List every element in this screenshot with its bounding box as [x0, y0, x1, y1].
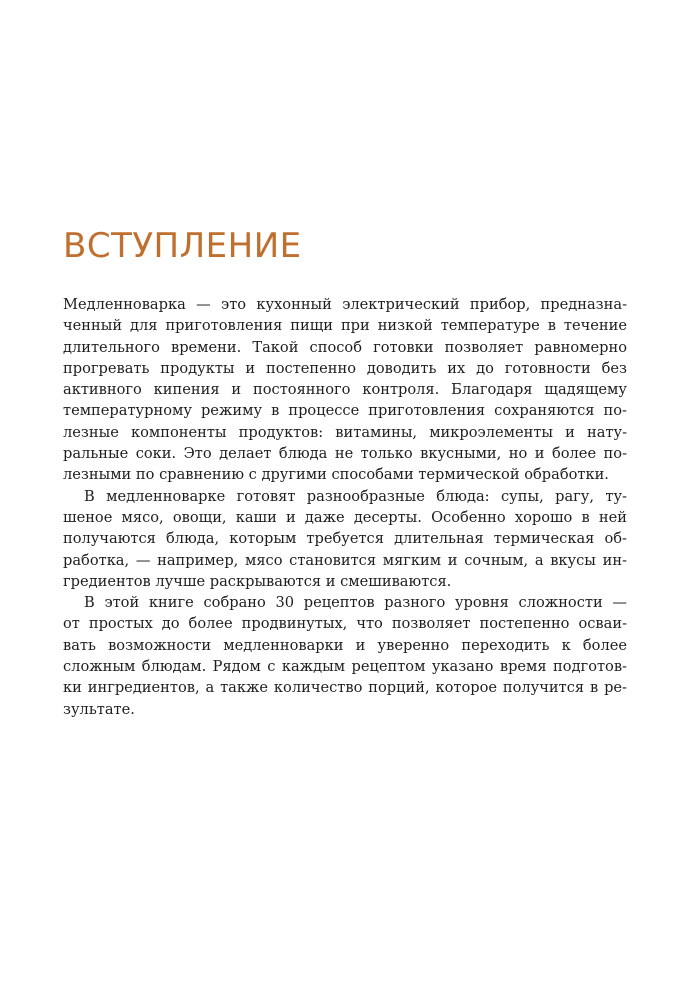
text-line: сложным блюдам. Рядом с каждым рецептом указано время подготов-: [63, 658, 627, 676]
text-line: шеное мясо, овощи, каши и даже десерты. Особенно хорошо в ней: [63, 508, 627, 526]
text-line: ральные соки. Это делает блюда не только вкусными, но и более по-: [63, 445, 627, 463]
text-line: лезными по сравнению с другими способами термической обработки.: [63, 466, 609, 484]
chapter-heading: ВСТУПЛЕНИЕ: [63, 226, 302, 266]
text-line: получаются блюда, которым требуется длительная термическая об-: [63, 530, 627, 548]
text-line: активного кипения и постоянного контроля. Благодаря щадящему: [63, 381, 627, 399]
text-line: лезные компоненты продуктов: витамины, микроэлементы и нату-: [63, 423, 627, 441]
text-line: от простых до более продвинутых, что позволяет постепенно осваи-: [63, 615, 627, 633]
text-line: зультате.: [63, 700, 135, 718]
text-line: ки ингредиентов, а также количество порций, которое получится в ре-: [63, 679, 627, 697]
text-line: Медленноварка — это кухонный электрический прибор, предназна-: [63, 296, 627, 313]
body-text: [63, 294, 627, 720]
paragraph-1: [63, 294, 627, 486]
text-line: В медленноварке готовят разнообразные блюда: супы, рагу, ту-: [84, 487, 627, 505]
text-line: В этой книге собрано 30 рецептов разного уровня сложности —: [84, 594, 627, 612]
paragraph-2: [63, 486, 627, 592]
text-line: ченный для приготовления пищи при низкой температуре в течение: [63, 317, 627, 335]
text-line: гредиентов лучше раскрываются и смешиваются.: [63, 572, 452, 590]
text-line: прогревать продукты и постепенно доводить их до готовности без: [63, 359, 627, 377]
text-line: вать возможности медленноварки и уверенно переходить к более: [63, 636, 627, 654]
paragraph-3: [63, 592, 627, 720]
text-line: длительного времени. Такой способ готовки позволяет равномерно: [63, 338, 627, 356]
text-line: работка, — например, мясо становится мягким и сочным, а вкусы ин-: [63, 551, 627, 569]
text-line: температурному режиму в процессе приготовления сохраняются по-: [63, 402, 627, 420]
